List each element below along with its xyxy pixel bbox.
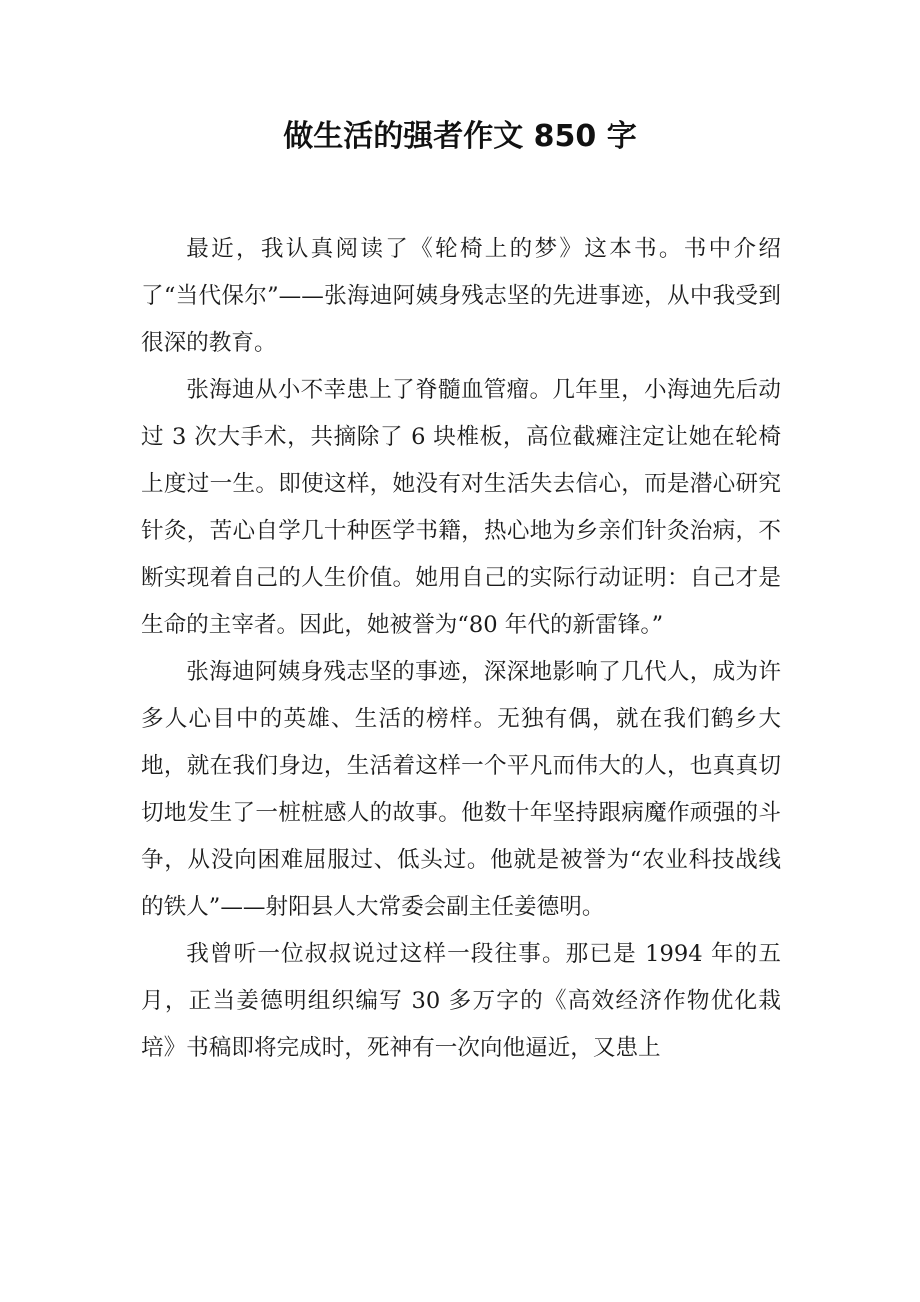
paragraph-4: 我曾听一位叔叔说过这样一段往事。那已是 1994 年的五月，正当姜德明组织编写 30 多万字的《高效经济作物优化栽培》书稿即将完成时，死神有一次向他逼近，又患上 (141, 941, 781, 1061)
paragraph-1: 最近，我认真阅读了《轮椅上的梦》这本书。书中介绍了“当代保尔”——张海迪阿姨身残志坚的先进事迹，从中我受到很深的教育。 (141, 236, 781, 356)
document-body (141, 226, 781, 1072)
document-title: 做生活的强者作文 850 字 (283, 119, 637, 154)
paragraph-3: 张海迪阿姨身残志坚的事迹，深深地影响了几代人，成为许多人心目中的英雄、生活的榜样。无独有偶，就在我们鹤乡大地，就在我们身边，生活着这样一个平凡而伟大的人，也真真切切地发生了一桩桩感人的故事。他数十年坚持跟病魔作顽强的斗争，从没向困难屈服过、低头过。他就是被誉为“农业科技战线的铁人”——射阳县人大常委会副主任姜德明。 (141, 659, 781, 920)
paragraph-2: 张海迪从小不幸患上了脊髓血管瘤。几年里，小海迪先后动过 3 次大手术，共摘除了 6 块椎板，高位截瘫注定让她在轮椅上度过一生。即使这样，她没有对生活失去信心，而是潜心研究针灸，苦心自学几十种医学书籍，热心地为乡亲们针灸治病，不断实现着自己的人生价值。她用自己的实际行动证明：自己才是生命的主宰者。因此，她被誉为“80 年代的新雷锋。” (141, 377, 781, 638)
